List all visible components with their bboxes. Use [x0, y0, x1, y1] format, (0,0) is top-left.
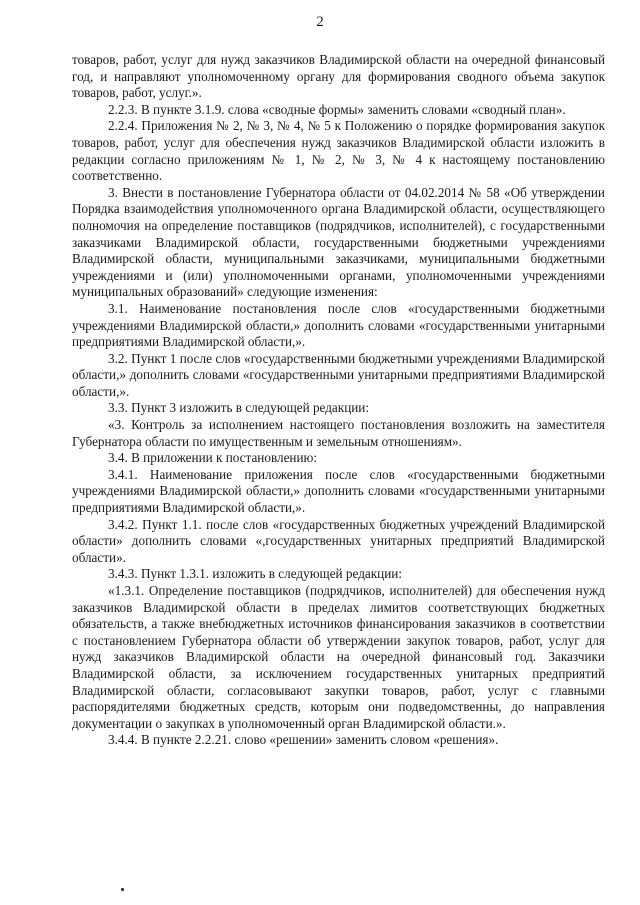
paragraph-continuation: товаров, работ, услуг для нужд заказчиков Владимирской области на очередной финансовый год, и направляют уполномоченному органу для формирования сводного объема закупок товаров, работ, услуг.». [72, 52, 605, 101]
paragraph-3-4-4: 3.4.4. В пункте 2.2.21. слово «решении» заменить словом «решения». [108, 732, 499, 748]
paragraph-3-2: 3.2. Пункт 1 после слов «государственными бюджетными учреждениями Владимирской области,» дополнить словами «государственными унитарными предприятиями Владимирской области,». [72, 350, 605, 399]
scan-speck [121, 888, 124, 891]
paragraph-3-3-text: «3. Контроль за исполнением настоящего постановления возложить на заместителя Губернатора области по имущественным и земельным отношениям». [72, 417, 605, 449]
paragraph-3-3: 3.3. Пункт 3 изложить в следующей редакции: [108, 400, 370, 416]
paragraph-3-4-3: 3.4.3. Пункт 1.3.1. изложить в следующей редакции: [108, 566, 402, 582]
document-body [72, 52, 605, 749]
paragraph-3-4-1: 3.4.1. Наименование приложения после слов «государственными бюджетными учреждениями Владимирской области,» дополнить словами «государственными унитарными предприятиями Владимирской области,». [72, 466, 605, 516]
paragraph-2-2-3: 2.2.3. В пункте 3.1.9. слова «сводные формы» заменить словами «сводный план». [108, 101, 566, 117]
paragraph-3-4: 3.4. В приложении к постановлению: [108, 450, 318, 466]
paragraph-3-1: 3.1. Наименование постановления после слов «государственными бюджетными учреждениями Владимирской области,» дополнить словами «государственными унитарными предприятиями Владимирской области,». [72, 300, 605, 350]
paragraph-1-3-1-text: «1.3.1. Определение поставщиков (подрядчиков, исполнителей) для обеспечения нужд заказчиков Владимирской области в пределах лимитов соответствующих бюджетных обязательств, а также внебюджетных источников финансирования заказчиков в соответствии с постановлением Губернатора области об утверждении закупок товаров, работ, услуг для нужд заказчиков Владимирской области на очередной финансовый год. Заказчики Владимирской области, за исключением государственных унитарных предприятий Владимирской области, согласовывают закупки товаров, работ, услуг с главными распорядителями бюджетных средств, которым они подведомственны, до направления документации о закупках в уполномоченный орган Владимирской области.». [72, 583, 605, 731]
paragraph-3-4-2: 3.4.2. Пункт 1.1. после слов «государственных бюджетных учреждений Владимирской области» дополнить словами «,государственных унитарных предприятий Владимирской области». [72, 516, 605, 565]
paragraph-3: 3. Внести в постановление Губернатора области от 04.02.2014 № 58 «Об утверждении Порядка взаимодействия уполномоченного органа Владимирской области, осуществляющего полномочия на определение поставщиков (подрядчиков, исполнителей), с государственными заказчиками Владимирской области, государственными бюджетными учреждениями Владимирской области, муниципальными заказчиками, муниципальными бюджетными учреждениями и (или) уполномоченными органами, уполномоченными учреждениями муниципальных образований» следующие изменения: [72, 184, 605, 300]
paragraph-2-2-4: 2.2.4. Приложения № 2, № 3, № 4, № 5 к Положению о порядке формирования закупок товаров, работ, услуг для обеспечения нужд заказчиков Владимирской области изложить в редакции согласно приложениям № 1, № 2, № 3, № 4 к настоящему постановлению соответственно. [72, 118, 605, 184]
page-number: 2 [316, 14, 324, 30]
